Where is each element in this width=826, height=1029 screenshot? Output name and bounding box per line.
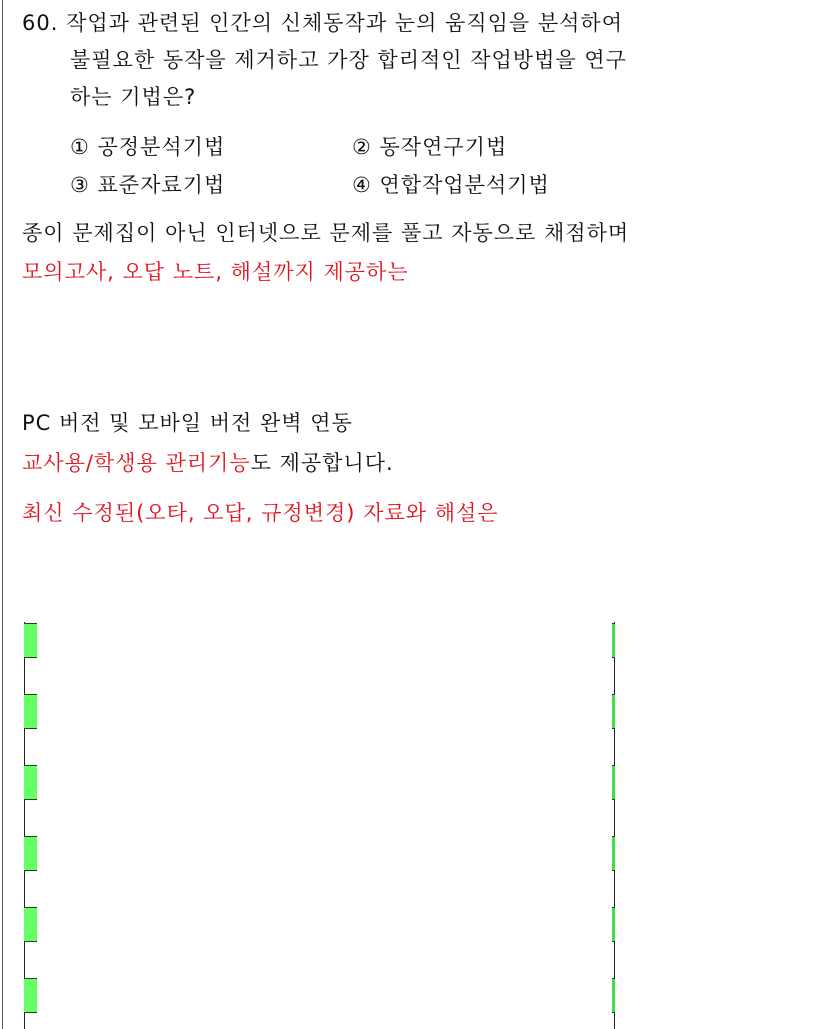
choice-2[interactable] (352, 134, 507, 160)
green-bar-right (612, 907, 615, 942)
promo-line-2: 모의고사, 오답 노트, 해설까지 제공하는 (22, 260, 409, 284)
promo-line-1: 종이 문제집이 아닌 인터넷으로 문제를 풀고 자동으로 채점하며 (22, 221, 630, 245)
choice-3[interactable] (70, 172, 225, 198)
page-left-border (2, 0, 3, 1029)
promo-line-5: 최신 수정된(오타, 오답, 규정변경) 자료와 해설은 (22, 501, 499, 525)
choice-text: 표준자료기법 (97, 173, 226, 197)
choice-text: 동작연구기법 (379, 135, 508, 159)
frame-right-edge (614, 622, 615, 1029)
question-text-1: 작업과 관련된 인간의 신체동작과 눈의 움직임을 분석하여 (66, 11, 624, 35)
choice-marker: ③ (70, 173, 90, 197)
choice-marker: ② (352, 135, 372, 159)
green-bar-left (24, 907, 37, 942)
choice-marker: ① (70, 135, 90, 159)
promo-text: 도 제공합니다. (250, 451, 394, 475)
green-bar-right (612, 978, 615, 1013)
promo-line-3: PC 버전 및 모바일 버전 완벽 연동 (22, 411, 353, 435)
green-bar-right (612, 765, 615, 800)
choice-text: 연합작업분석기법 (379, 173, 550, 197)
question-line-2: 불필요한 동작을 제거하고 가장 합리적인 작업방법을 연구 (70, 48, 627, 72)
green-bar-right (612, 836, 615, 871)
green-bar-left (24, 765, 37, 800)
green-bar-left (24, 623, 37, 658)
green-bar-left (24, 978, 37, 1013)
choice-1[interactable] (70, 134, 225, 160)
choice-text: 공정분석기법 (97, 135, 226, 159)
green-bar-left (24, 836, 37, 871)
frame-left-edge (24, 622, 25, 1029)
choice-marker: ④ (352, 173, 372, 197)
promo-highlight: 교사용/학생용 관리기능 (22, 451, 251, 475)
green-bar-right (612, 694, 615, 729)
question-line-3: 하는 기법은? (70, 85, 197, 109)
question-number: 60. (22, 11, 59, 35)
question-line-1 (22, 10, 623, 36)
green-bar-right (612, 623, 615, 658)
green-bar-left (24, 694, 37, 729)
promo-line-4 (22, 450, 394, 476)
choice-4[interactable] (352, 172, 550, 198)
